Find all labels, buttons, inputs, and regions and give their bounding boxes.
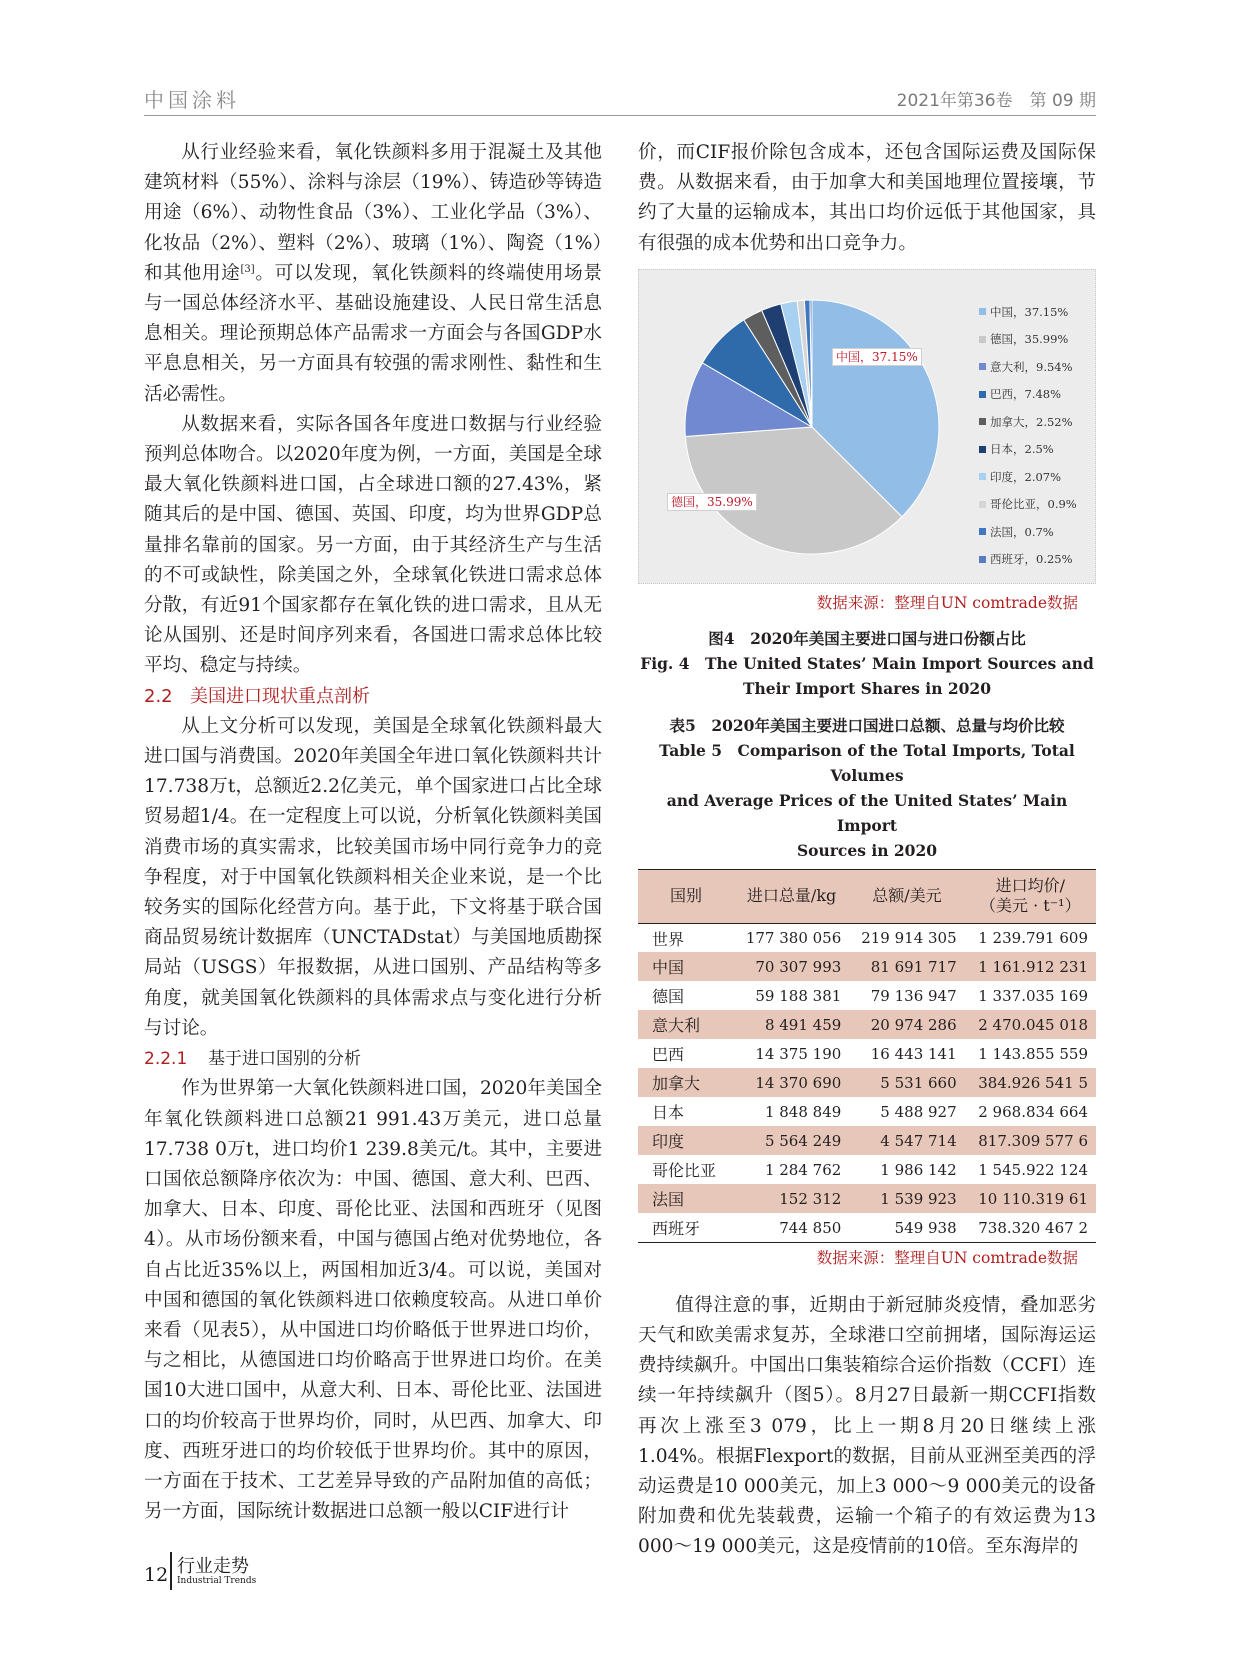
table-row: [638, 952, 1096, 981]
table-header-row: [638, 869, 1096, 923]
table-cell: 巴西: [652, 1045, 685, 1065]
legend-label: 印度，2.07%: [990, 469, 1062, 484]
table-cell: 384.926 541 5: [978, 1073, 1088, 1092]
section-heading: 2.2 美国进口现状重点剖析: [144, 685, 370, 707]
page-number: 12: [144, 1564, 169, 1586]
paragraph: 价，而CIF报价除包含成本，还包含国际运费及国际保费。从数据来看，由于加拿大和美国地理位置接壤，节约了大量的运输成本，其出口均价远低于其他国家，具有很强的成本优势和出口竞争力。: [638, 142, 1096, 254]
legend-label: 加拿大，2.52%: [990, 414, 1073, 429]
legend-label: 德国，35.99%: [990, 332, 1069, 347]
table-row: [638, 1213, 1096, 1242]
subsection-heading: 2.2.1 基于进口国别的分析: [144, 1049, 361, 1070]
table-cell: 西班牙: [652, 1219, 701, 1239]
legend-swatch: [979, 556, 986, 563]
page-header: [144, 84, 1096, 116]
table-cell: 14 370 690: [755, 1073, 842, 1092]
table-cell: 2 470.045 018: [978, 1015, 1088, 1034]
legend-label: 意大利，9.54%: [990, 359, 1073, 374]
legend-item: [979, 298, 1091, 326]
legend-item: [979, 463, 1091, 491]
paragraph: 从数据来看，实际各国各年度进口数据与行业经验预判总体吻合。以2020年度为例，一方面，美国是全球最大氧化铁颜料进口国，占全球进口额的27.43%，紧随其后的是中国、德国、英国、印度，均为世界GDP总量排名靠前的国家。另一方面，由于其经济生产与生活的不可或缺性，除美国之外，全球氧化铁进口需求总体分散，有近91个国家都存在氧化铁的进口需求，且从无论从国别、还是时间序列来看，各国进口需求总体比较平均、稳定与持续。: [144, 413, 602, 677]
paragraph: 作为世界第一大氧化铁颜料进口国，2020年美国全年氧化铁颜料进口总额21 991.43万美元，进口总量17.738 0万t，进口均价1 239.8美元/t。其中，主要进口国依总额降序依次为：中国、德国、意大利、巴西、加拿大、日本、印度、哥伦比亚、法国和西班牙（见图4）。从市场份额来看，中国与德国占绝对优势地位，各自占比近35%以上，两国相加近3/4。可以说，美国对中国和德国的氧化铁颜料进口依赖度较高。从进口单价来看（见表5），从中国进口均价略低于世界进口均价，与之相比，从德国进口均价略高于世界进口均价。在美国10大进口国中，从意大利、日本、哥伦比亚、法国进口的均价较高于世界均价，同时，从巴西、加拿大、印度、西班牙进口的均价较低于世界均价。其中的原因，一方面在于技术、工艺差异导致的产品附加值的高低；另一方面，国际统计数据进口总额一般以CIF进行计: [144, 1078, 602, 1523]
table-row: [638, 1155, 1096, 1184]
table-cell: 5 531 660: [880, 1073, 957, 1092]
legend-item: [979, 490, 1091, 518]
table-row: [638, 981, 1096, 1010]
table-caption-en: Sources in 2020: [796, 840, 938, 860]
legend-item: [979, 518, 1091, 546]
pie-chart: [639, 270, 979, 585]
header-price: 进口均价/ （美元 · t⁻¹）: [980, 876, 1081, 916]
paragraph: 从上文分析可以发现，美国是全球氧化铁颜料最大进口国与消费国。2020年美国全年进口氧化铁颜料共计17.738万t，总额近2.2亿美元，单个国家进口占比全球贸易超1/4。在一定程度上可以说，分析氧化铁颜料美国消费市场的真实需求，比较美国市场中同行竞争力的竞争程度，对于中国氧化铁颜料相关企业来说，是一个比较务实的国际化经营方向。基于此，下文将基于联合国商品贸易统计数据库（UNCTADstat）与美国地质勘探局站（USGS）年报数据，从进口国别、产品结构等多角度，就美国氧化铁颜料的具体需求点与变化进行分析与讨论。: [144, 715, 602, 1039]
table-cell: 法国: [652, 1190, 685, 1210]
table-row: [638, 1068, 1096, 1097]
table-cell: 1 143.855 559: [978, 1044, 1088, 1063]
legend-swatch: [979, 528, 986, 535]
table-cell: 1 545.922 124: [978, 1160, 1088, 1179]
table-cell: 中国: [652, 958, 685, 978]
table-row: [638, 1039, 1096, 1068]
table-cell: 德国: [652, 987, 685, 1007]
table-cell: 意大利: [652, 1016, 701, 1036]
table-cell: 70 307 993: [755, 957, 842, 976]
legend-label: 哥伦比亚，0.9%: [990, 497, 1077, 512]
section-name: 行业走势: [177, 1556, 249, 1577]
header-value: 总额/美元: [872, 886, 942, 906]
table-cell: 16 443 141: [870, 1044, 957, 1063]
chart-legend: [979, 298, 1091, 573]
right-column: [638, 138, 1096, 1563]
table-cell: 哥伦比亚: [652, 1161, 717, 1181]
legend-label: 日本，2.5%: [990, 442, 1054, 457]
table-cell: 152 312: [779, 1189, 842, 1208]
table-cell: 81 691 717: [870, 957, 957, 976]
pie-chart-figure: [638, 269, 1096, 584]
table-row: [638, 1184, 1096, 1213]
left-column: [144, 138, 602, 1527]
table-caption-cn: 表5 2020年美国主要进口国进口总额、总量与均价比较: [669, 715, 1065, 735]
legend-item: [979, 435, 1091, 463]
table-cell: 4 547 714: [880, 1131, 957, 1150]
table-row: [638, 923, 1096, 952]
table-cell: 14 375 190: [755, 1044, 842, 1063]
paragraph: 值得注意的事，近期由于新冠肺炎疫情，叠加恶劣天气和欧美需求复苏，全球港口空前拥堵，国际海运运费持续飙升。中国出口集装箱综合运价指数（CCFI）连续一年持续飙升（图5）。8月27日最新一期CCFI指数再次上涨至3 079，比上一期8月20日继续上涨1.04%。根据Flexport的数据，目前从亚洲至美西的浮动运费是10 000美元，加上3 000～9 000美元的设备附加费和优先装载费，运输一个箱子的有效运费为13 000～19 000美元，这是疫情前的10倍。至东海岸的: [638, 1294, 1096, 1558]
legend-swatch: [979, 501, 986, 508]
legend-item: [979, 545, 1091, 573]
table-cell: 549 938: [894, 1218, 957, 1237]
section-name-en: Industrial Trends: [177, 1576, 257, 1586]
table-row: [638, 1126, 1096, 1155]
legend-label: 法国，0.7%: [990, 524, 1054, 539]
legend-label: 中国，37.15%: [990, 304, 1069, 319]
figure-caption-cn: 图4 2020年美国主要进口国与进口份额占比: [708, 628, 1026, 648]
table-cell: 177 380 056: [745, 929, 842, 948]
table-cell: 20 974 286: [870, 1015, 957, 1034]
table-cell: 5 564 249: [764, 1131, 842, 1150]
table-cell: 2 968.834 664: [978, 1102, 1088, 1121]
table-cell: 世界: [652, 929, 685, 949]
table-cell: 1 986 142: [880, 1160, 957, 1179]
table-cell: 744 850: [779, 1218, 842, 1237]
table-caption-en: and Average Prices of the United States’ Main Import: [666, 790, 1068, 835]
legend-label: 巴西，7.48%: [990, 387, 1062, 402]
table-row: [638, 1010, 1096, 1039]
journal-name: 中国涂料: [144, 88, 240, 112]
paragraph: 从行业经验来看，氧化铁颜料多用于混凝土及其他建筑材料（55%）、涂料与涂层（19%）、铸造砂等铸造用途（6%）、动物性食品（3%）、工业化学品（3%）、化妆品（2%）、塑料（2%）、玻璃（1%）、陶瓷（1%）和其他用途[3]。可以发现，氧化铁颜料的终端使用场景与一国总体经济水平、基础设施建设、人民日常生活息息相关。理论预期总体产品需求一方面会与各国GDP水平息息相关，另一方面具有较强的需求刚性、黏性和生活必需性。: [144, 142, 602, 405]
table-source: 数据来源：整理自UN comtrade数据: [816, 1248, 1078, 1267]
table-cell: 1 337.035 169: [978, 986, 1088, 1005]
table-cell: 1 161.912 231: [978, 957, 1088, 976]
table-cell: 10 110.319 61: [978, 1189, 1088, 1208]
legend-item: [979, 353, 1091, 381]
table-cell: 219 914 305: [861, 929, 957, 948]
table-cell: 加拿大: [652, 1074, 701, 1094]
slice-label-china: 中国，37.15%: [832, 348, 922, 366]
figure-caption-en: Fig. 4 The United States’ Main Import Sources and: [640, 653, 1094, 673]
import-comparison-table: [638, 869, 1096, 1243]
legend-label: 西班牙，0.25%: [990, 552, 1073, 567]
table-cell: 8 491 459: [764, 1015, 842, 1034]
figure-source: 数据来源：整理自UN comtrade数据: [816, 593, 1078, 612]
citation-ref[interactable]: [3]: [240, 263, 255, 275]
table-cell: 1 848 849: [764, 1102, 842, 1121]
legend-swatch: [979, 473, 986, 480]
table-row: [638, 1097, 1096, 1126]
header-volume: 进口总量/kg: [746, 886, 837, 906]
legend-item: [979, 325, 1091, 353]
legend-swatch: [979, 446, 986, 453]
table-cell: 5 488 927: [880, 1102, 957, 1121]
table-cell: 738.320 467 2: [978, 1218, 1088, 1237]
slice-label-germany: 德国，35.99%: [667, 493, 757, 511]
table-cell: 1 284 762: [764, 1160, 842, 1179]
legend-item: [979, 408, 1091, 436]
figure-caption-en: Their Import Shares in 2020: [742, 678, 991, 698]
table-cell: 817.309 577 6: [978, 1131, 1088, 1150]
legend-swatch: [979, 391, 986, 398]
legend-item: [979, 380, 1091, 408]
footer-divider: [170, 1552, 172, 1590]
legend-swatch: [979, 308, 986, 315]
legend-swatch: [979, 363, 986, 370]
table-cell: 1 539 923: [880, 1189, 957, 1208]
table-cell: 1 239.791 609: [978, 929, 1088, 948]
header-country: 国别: [669, 886, 702, 906]
table-cell: 印度: [652, 1132, 685, 1152]
legend-swatch: [979, 418, 986, 425]
table-caption-en: Table 5 Comparison of the Total Imports, Total Volumes: [659, 740, 1075, 785]
legend-swatch: [979, 336, 986, 343]
table-cell: 79 136 947: [870, 986, 957, 1005]
table-cell: 日本: [652, 1103, 685, 1123]
issue-info: 2021年第36卷 第 09 期: [896, 91, 1096, 111]
table-cell: 59 188 381: [755, 986, 842, 1005]
